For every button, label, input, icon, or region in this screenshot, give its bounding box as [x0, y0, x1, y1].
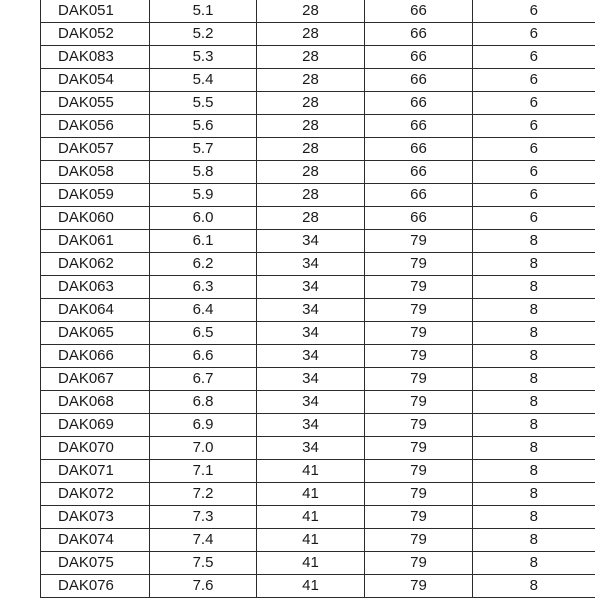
product-code-cell: DAK052 — [41, 23, 150, 46]
product-code-cell: DAK055 — [41, 92, 150, 115]
table-row — [41, 460, 595, 483]
table-row — [41, 483, 595, 506]
size-cell: 5.9 — [150, 184, 257, 207]
product-code-cell: DAK064 — [41, 299, 150, 322]
product-code-cell: DAK071 — [41, 460, 150, 483]
value-a-cell: 34 — [257, 345, 365, 368]
value-c-cell: 6 — [473, 23, 595, 46]
product-code-cell: DAK057 — [41, 138, 150, 161]
value-a-cell: 41 — [257, 460, 365, 483]
table-row — [41, 161, 595, 184]
table-row — [41, 23, 595, 46]
value-b-cell: 66 — [365, 23, 473, 46]
size-cell: 5.8 — [150, 161, 257, 184]
size-cell: 6.8 — [150, 391, 257, 414]
product-code-cell: DAK083 — [41, 46, 150, 69]
value-a-cell: 41 — [257, 552, 365, 575]
value-b-cell: 66 — [365, 46, 473, 69]
value-b-cell: 66 — [365, 0, 473, 23]
size-cell: 5.1 — [150, 0, 257, 23]
size-cell: 5.6 — [150, 115, 257, 138]
size-cell: 6.3 — [150, 276, 257, 299]
value-c-cell: 6 — [473, 115, 595, 138]
value-a-cell: 34 — [257, 253, 365, 276]
table-row — [41, 506, 595, 529]
table-row — [41, 368, 595, 391]
value-c-cell: 6 — [473, 92, 595, 115]
value-c-cell: 8 — [473, 414, 595, 437]
value-a-cell: 34 — [257, 230, 365, 253]
value-a-cell: 28 — [257, 138, 365, 161]
value-b-cell: 66 — [365, 207, 473, 230]
value-a-cell: 28 — [257, 184, 365, 207]
value-c-cell: 8 — [473, 368, 595, 391]
size-cell: 5.5 — [150, 92, 257, 115]
product-code-cell: DAK067 — [41, 368, 150, 391]
size-cell: 6.0 — [150, 207, 257, 230]
product-code-cell: DAK063 — [41, 276, 150, 299]
value-c-cell: 8 — [473, 552, 595, 575]
product-code-cell: DAK068 — [41, 391, 150, 414]
value-a-cell: 34 — [257, 414, 365, 437]
product-code-cell: DAK056 — [41, 115, 150, 138]
table-row — [41, 552, 595, 575]
table-row — [41, 391, 595, 414]
product-code-cell: DAK058 — [41, 161, 150, 184]
table-row — [41, 69, 595, 92]
table-row — [41, 46, 595, 69]
table-row — [41, 345, 595, 368]
value-b-cell: 79 — [365, 276, 473, 299]
product-code-cell: DAK069 — [41, 414, 150, 437]
table-row — [41, 529, 595, 552]
table-row — [41, 115, 595, 138]
product-code-cell: DAK065 — [41, 322, 150, 345]
value-c-cell: 8 — [473, 506, 595, 529]
value-a-cell: 28 — [257, 0, 365, 23]
value-a-cell: 28 — [257, 69, 365, 92]
product-code-cell: DAK066 — [41, 345, 150, 368]
table-row — [41, 414, 595, 437]
value-c-cell: 6 — [473, 207, 595, 230]
value-a-cell: 34 — [257, 276, 365, 299]
value-b-cell: 79 — [365, 391, 473, 414]
product-code-cell: DAK051 — [41, 0, 150, 23]
value-b-cell: 79 — [365, 437, 473, 460]
size-cell: 6.2 — [150, 253, 257, 276]
size-cell: 5.2 — [150, 23, 257, 46]
value-a-cell: 28 — [257, 115, 365, 138]
size-cell: 6.4 — [150, 299, 257, 322]
value-c-cell: 8 — [473, 253, 595, 276]
value-c-cell: 8 — [473, 460, 595, 483]
product-spec-table — [40, 0, 595, 598]
value-c-cell: 8 — [473, 276, 595, 299]
value-b-cell: 79 — [365, 322, 473, 345]
value-a-cell: 28 — [257, 92, 365, 115]
value-b-cell: 66 — [365, 69, 473, 92]
table-row — [41, 138, 595, 161]
value-c-cell: 8 — [473, 437, 595, 460]
size-cell: 5.3 — [150, 46, 257, 69]
value-b-cell: 66 — [365, 161, 473, 184]
value-b-cell: 79 — [365, 299, 473, 322]
value-b-cell: 79 — [365, 575, 473, 598]
size-cell: 6.6 — [150, 345, 257, 368]
product-code-cell: DAK076 — [41, 575, 150, 598]
table-row — [41, 322, 595, 345]
size-cell: 7.4 — [150, 529, 257, 552]
value-a-cell: 34 — [257, 437, 365, 460]
value-b-cell: 79 — [365, 460, 473, 483]
value-b-cell: 79 — [365, 230, 473, 253]
value-a-cell: 41 — [257, 529, 365, 552]
product-code-cell: DAK054 — [41, 69, 150, 92]
value-a-cell: 28 — [257, 207, 365, 230]
size-cell: 7.2 — [150, 483, 257, 506]
size-cell: 7.5 — [150, 552, 257, 575]
value-a-cell: 41 — [257, 506, 365, 529]
table-row — [41, 276, 595, 299]
value-b-cell: 79 — [365, 483, 473, 506]
value-c-cell: 6 — [473, 161, 595, 184]
table-row — [41, 299, 595, 322]
value-c-cell: 8 — [473, 391, 595, 414]
value-b-cell: 79 — [365, 253, 473, 276]
table-row — [41, 0, 595, 23]
size-cell: 5.4 — [150, 69, 257, 92]
value-c-cell: 6 — [473, 0, 595, 23]
value-c-cell: 8 — [473, 575, 595, 598]
value-c-cell: 8 — [473, 345, 595, 368]
product-code-cell: DAK075 — [41, 552, 150, 575]
value-c-cell: 8 — [473, 529, 595, 552]
value-a-cell: 28 — [257, 161, 365, 184]
product-code-cell: DAK073 — [41, 506, 150, 529]
value-a-cell: 34 — [257, 322, 365, 345]
value-b-cell: 66 — [365, 92, 473, 115]
table-body — [41, 0, 595, 598]
value-a-cell: 34 — [257, 299, 365, 322]
value-a-cell: 28 — [257, 23, 365, 46]
table-row — [41, 92, 595, 115]
product-code-cell: DAK074 — [41, 529, 150, 552]
value-c-cell: 8 — [473, 322, 595, 345]
value-c-cell: 6 — [473, 46, 595, 69]
table-row — [41, 184, 595, 207]
value-a-cell: 41 — [257, 483, 365, 506]
product-code-cell: DAK062 — [41, 253, 150, 276]
size-cell: 6.9 — [150, 414, 257, 437]
table-row — [41, 230, 595, 253]
product-code-cell: DAK072 — [41, 483, 150, 506]
value-b-cell: 79 — [365, 414, 473, 437]
size-cell: 7.6 — [150, 575, 257, 598]
size-cell: 6.7 — [150, 368, 257, 391]
size-cell: 5.7 — [150, 138, 257, 161]
size-cell: 6.5 — [150, 322, 257, 345]
value-c-cell: 8 — [473, 483, 595, 506]
value-a-cell: 34 — [257, 368, 365, 391]
value-a-cell: 34 — [257, 391, 365, 414]
product-code-cell: DAK059 — [41, 184, 150, 207]
value-b-cell: 66 — [365, 184, 473, 207]
table-row — [41, 207, 595, 230]
value-a-cell: 28 — [257, 46, 365, 69]
value-b-cell: 66 — [365, 115, 473, 138]
value-b-cell: 79 — [365, 345, 473, 368]
table-row — [41, 253, 595, 276]
value-b-cell: 79 — [365, 368, 473, 391]
size-cell: 7.1 — [150, 460, 257, 483]
value-c-cell: 6 — [473, 69, 595, 92]
size-cell: 7.0 — [150, 437, 257, 460]
value-c-cell: 6 — [473, 184, 595, 207]
product-spec-table-container — [40, 0, 594, 598]
size-cell: 7.3 — [150, 506, 257, 529]
product-code-cell: DAK060 — [41, 207, 150, 230]
value-a-cell: 41 — [257, 575, 365, 598]
value-c-cell: 6 — [473, 138, 595, 161]
value-b-cell: 66 — [365, 138, 473, 161]
table-row — [41, 575, 595, 598]
value-c-cell: 8 — [473, 299, 595, 322]
value-b-cell: 79 — [365, 506, 473, 529]
value-b-cell: 79 — [365, 552, 473, 575]
value-c-cell: 8 — [473, 230, 595, 253]
size-cell: 6.1 — [150, 230, 257, 253]
product-code-cell: DAK061 — [41, 230, 150, 253]
product-code-cell: DAK070 — [41, 437, 150, 460]
value-b-cell: 79 — [365, 529, 473, 552]
table-row — [41, 437, 595, 460]
